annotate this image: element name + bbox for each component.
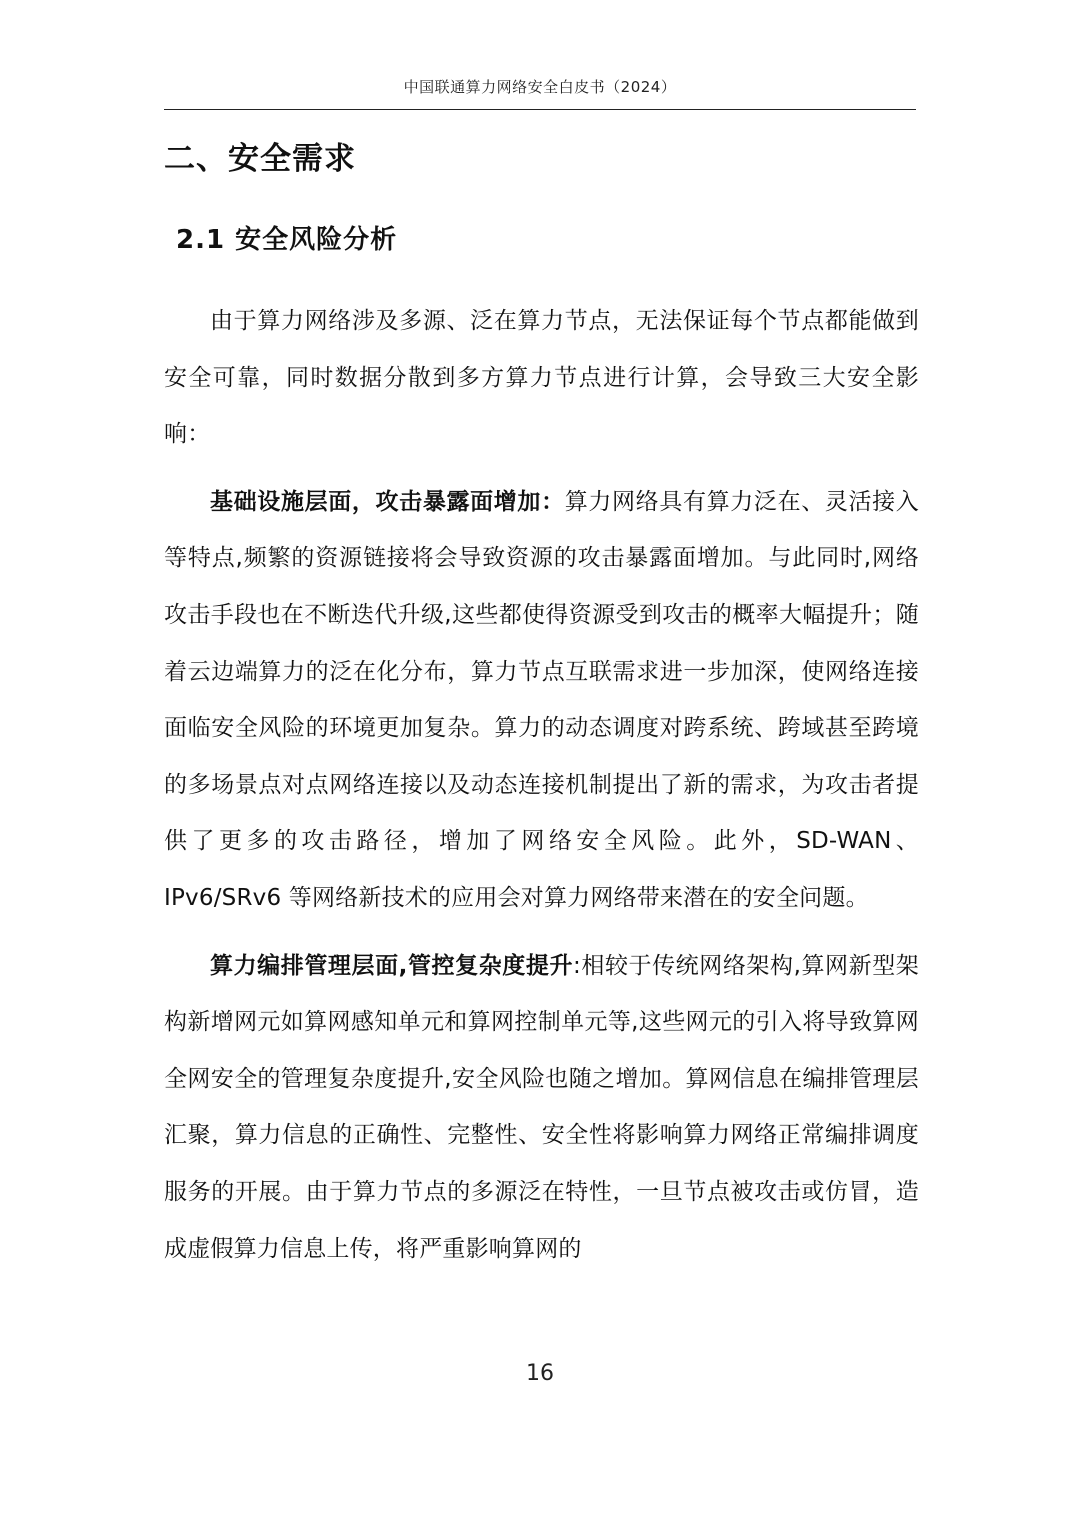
paragraph-lead: 基础设施层面，攻击暴露面增加： [210, 488, 565, 515]
paragraph-text: :相较于传统网络架构,算网新型架构新增网元如算网感知单元和算网控制单元等,这些网元的引入将导致算网全网安全的管理复杂度提升,安全风险也随之增加。算网信息在编排管理层汇聚，算力信息的正确性、完整性、安全性将影响算力网络正常编排调度服务的开展。由于算力节点的多源泛在特性，一旦节点被攻击或仿冒，造成虚假算力信息上传，将严重影响算网的 [164, 952, 919, 1262]
paragraph-infrastructure [164, 474, 919, 927]
section-title: 2.1 安全风险分析 [176, 225, 398, 255]
body-text [164, 293, 919, 1277]
paragraph-intro [164, 293, 919, 463]
paragraph-lead: 算力编排管理层面,管控复杂度提升 [210, 952, 574, 979]
running-header: 中国联通算力网络安全白皮书（2024） [403, 78, 677, 96]
header-rule [164, 109, 916, 110]
chapter-title: 二、安全需求 [164, 141, 356, 177]
paragraph-text: 由于算力网络涉及多源、泛在算力节点，无法保证每个节点都能做到安全可靠，同时数据分散到多方算力节点进行计算，会导致三大安全影响： [164, 308, 919, 448]
paragraph-orchestration [164, 938, 919, 1278]
page-number: 16 [526, 1361, 554, 1386]
paragraph-text: 算力网络具有算力泛在、灵活接入等特点,频繁的资源链接将会导致资源的攻击暴露面增加。与此同时,网络攻击手段也在不断迭代升级,这些都使得资源受到攻击的概率大幅提升；随着云边端算力的泛在化分布，算力节点互联需求进一步加深，使网络连接面临安全风险的环境更加复杂。算力的动态调度对跨系统、跨域甚至跨境的多场景点对点网络连接以及动态连接机制提出了新的需求，为攻击者提供了更多的攻击路径，增加了网络安全风险。此外，SD-WAN、IPv6/SRv6 等网络新技术的应用会对算力网络带来潜在的安全问题。 [164, 488, 920, 911]
